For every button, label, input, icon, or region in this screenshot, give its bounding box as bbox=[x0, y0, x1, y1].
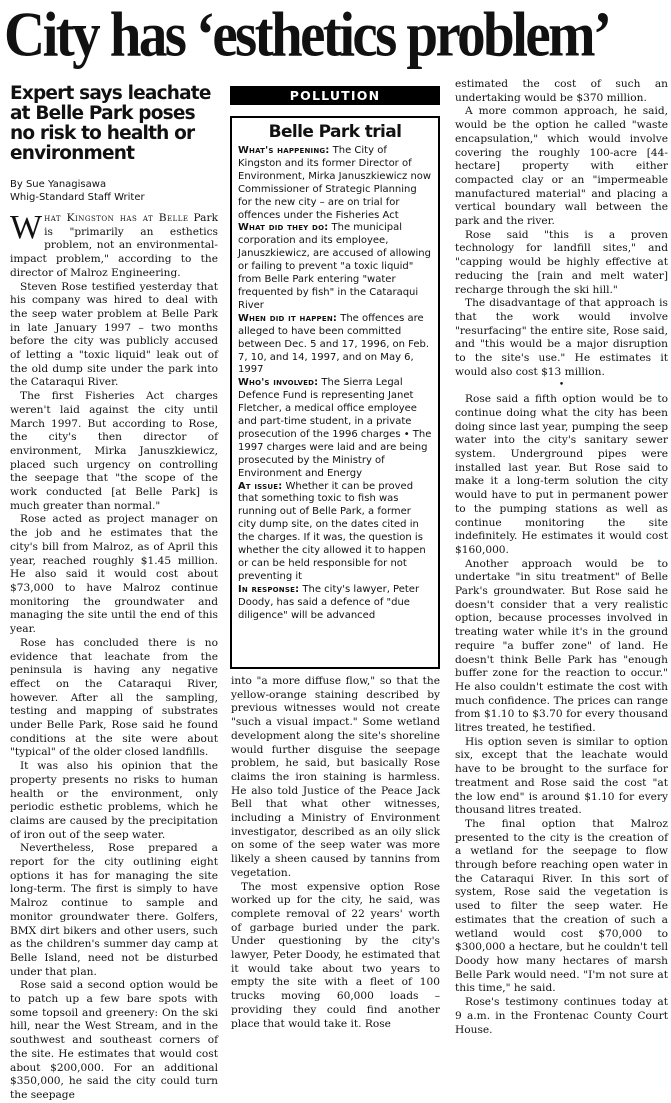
sidebar-item-text: Whether it can be proved that something toxic to fish was running out of Belle Park, a former city dump site, on the dates cited in the charges. If it was, the question is whether the city allowed it to happen or can be held responsible for not preventing it bbox=[238, 480, 426, 582]
lead-smallcaps: hat Kingston has at Belle bbox=[44, 212, 189, 224]
article-paragraph: Another approach would be to undertake "in situ treatment" of Belle Park's groundwater. But Rose said he doesn't consider that a very realistic option, because processes involved in treating water while it's in the ground require "a buffer zone" of land. He doesn't think Belle Park has "enough buffer zone for the reaction to occur." He also couldn't estimate the cost with much confidence. The prices can range from $1.10 to $3.70 for every thousand litres treated, he testified. bbox=[455, 557, 668, 735]
article-paragraph: Rose said a fifth option would be to continue doing what the city has been doing since last year, pumping the seep water into the city's sanitary sewer system. Underground pipes were installed last year. But Rose said to make it a long-term solution the city would have to put in permanent power to the pumping stations as well as continue monitoring the site indefinitely. He estimates it would cost $160,000. bbox=[455, 393, 668, 556]
byline bbox=[10, 178, 218, 204]
article-paragraph: The disadvantage of that approach is that the work would involve "resurfacing" the entire site, Rose said, and "this would be a major disruption to the site's use." He estimates it would also cost $13 million. bbox=[455, 297, 668, 378]
article-paragraph: A more common approach, he said, would be the option he called "waste encapsulation," which would involve covering the roughly 100-acre [44-hectare] property with either compacted clay or an "impermeable manufactured material" and placing a vertical boundary wall between the park and the river. bbox=[455, 105, 668, 228]
sidebar-item-in-response bbox=[238, 584, 432, 623]
sidebar-item-text: The Sierra Legal Defence Fund is representing Janet Fletcher, a medical office employee and part-time student, in a private prosecution of the 1996 charges • The 1997 charges were laid and are being prosecuted by the Ministry of Environment and Energy bbox=[238, 377, 432, 479]
sidebar-item-label: What did they do: bbox=[238, 222, 329, 234]
article-paragraph: Rose said "this is a proven technology for landfill sites," and "capping would be highly effective at reducing the [rain and melt water] recharge through the ski hill." bbox=[455, 228, 668, 296]
sidebar-item-label: At issue: bbox=[238, 480, 283, 492]
sidebar-item-text: The offences are alleged to have been committed between Dec. 5 and 17, 1996, on Feb. 7, 10, and 14, 1997, and on May 6, 1997 bbox=[238, 312, 430, 376]
sidebar-item-when bbox=[238, 313, 432, 378]
article-paragraph: The first Fisheries Act charges weren't laid against the city until March 1997. But according to Rose, the city's then director of environment, Mirka Januszkiewicz, placed such urgency on controlling the seepage that "the scope of the work conducted [at Belle Park] is much greater than normal." bbox=[10, 390, 218, 512]
sidebar-factbox bbox=[230, 116, 440, 669]
drop-cap: W bbox=[10, 209, 43, 246]
byline-author: By Sue Yanagisawa bbox=[10, 179, 107, 190]
article-column-1 bbox=[10, 84, 218, 1103]
sidebar-item-label: In response: bbox=[238, 583, 300, 595]
byline-title: Whig-Standard Staff Writer bbox=[10, 192, 145, 203]
article-paragraph: estimated the cost of such an undertaking would be $370 million. bbox=[455, 78, 668, 104]
article-paragraph: The most expensive option Rose worked up for the city, he said, was complete removal of 22 years' worth of garbage buried under the park. Under questioning by the city's lawyer, Peter Doody, he estimated that it would take about two years to empty the site with a fleet of 100 trucks moving 60,000 loads – providing they could find another place that would take it. Rose bbox=[231, 880, 440, 1030]
article-paragraph: into "a more diffuse flow," so that the yellow-orange staining described by previous witnesses would not create "such a visual impact." Some wetland development along the site's shoreline would further disguise the seepage problem, he said, but basically Rose claims the iron staining is harmless. He also told Justice of the Peace Jack Bell that what other witnesses, including a Ministry of Environment investigator, described as an oily slick on some of the seep water was more likely a sheen caused by tannins from vegetation. bbox=[231, 675, 440, 879]
article-paragraph: Rose acted as project manager on the job and he estimates that the city's bill from Malroz, as of April this year, reached roughly $1.45 million. He also said it would cost about $73,000 to have Malroz continue monitoring the groundwater and managing the site until the end of this year. bbox=[10, 513, 218, 636]
lead-paragraph bbox=[10, 209, 218, 281]
sidebar-body bbox=[232, 143, 438, 623]
lead-text: Park is "primarily an esthetics problem, not an environmental-impact problem," according to the director of Malroz Engineering. bbox=[10, 212, 218, 279]
article-paragraph: Rose's testimony continues today at 9 a.m. in the Frontenac County Court House. bbox=[455, 996, 668, 1036]
sidebar-item-whos-involved bbox=[238, 377, 432, 480]
sidebar-item-text: The municipal corporation and its employee, Januszkiewicz, are accused of allowing or failing to prevent "a toxic liquid" from Belle Park entering "water frequented by fish" in the Cataraqui River bbox=[238, 222, 431, 311]
article-column-3 bbox=[455, 78, 668, 1037]
article-paragraph: Rose has concluded there is no evidence that leachate from the peninsula is having any negative effect on the Cataraqui River, however. After all the sampling, testing and mapping of substrates under Belle Park, Rose said he found conditions at the site were about "typical" of the older closed landfills. bbox=[10, 636, 218, 759]
sidebar-item-label: Who's involved: bbox=[238, 377, 319, 389]
article-paragraph: Rose said a second option would be to patch up a few bare spots with some topsoil and greenery: On the ski hill, near the West Stream, and in the southwest and southeast corners of the site. He estimates that would cost about $200,000. For an additional $350,000, he said the city could turn the seepage bbox=[10, 979, 218, 1101]
article-paragraph: Nevertheless, Rose prepared a report for the city outlining eight options it has for managing the site long-term. The first is simply to have Malroz continue to sample and monitor groundwater there. Golfers, BMX dirt bikers and other users, such as the children's summer day camp at Belle Island, need not be disturbed under that plan. bbox=[10, 842, 218, 978]
article-paragraph: It was also his opinion that the property presents no risks to human health or the environment, only periodic esthetic problems, which he claims are caused by the precipitation of iron out of the seep water. bbox=[10, 760, 218, 841]
sidebar-title: Belle Park trial bbox=[268, 122, 402, 142]
sidebar-item-text: The City of Kingston and its former Director of Environment, Mirka Januszkiewicz now Commissioner of Strategic Planning for the new city – are on trial for offences under the Fisheries Act bbox=[238, 145, 432, 221]
article-paragraph: The final option that Malroz presented to the city is the creation of a wetland for the seepage to flow through before reaching open water in the Cataraqui River. In this sort of system, Rose said the vegetation is used to filter the seep water. He estimates that the creation of such a wetland would cost $70,000 to $300,000 a hectare, but he couldn't tell Doody how many hectares of marsh Belle Park would need. "I'm not sure at this time," he said. bbox=[455, 817, 668, 995]
section-separator: • bbox=[558, 380, 565, 391]
sidebar-item-text: The city's lawyer, Peter Doody, has said a defence of "due diligence" will be advanced bbox=[238, 583, 420, 621]
sidebar-item-label: What's happening: bbox=[238, 145, 330, 156]
sidebar-item-whats-happening bbox=[238, 145, 432, 222]
sidebar-item-at-issue bbox=[238, 481, 432, 584]
sidebar-item-what-did-they-do bbox=[238, 222, 432, 312]
headline: City has ‘esthetics problem’ bbox=[4, 0, 610, 70]
article-paragraph: Steven Rose testified yesterday that his company was hired to deal with the seep water problem at Belle Park in late January 1997 – two months before the city was publicly accused of letting a "toxic liquid" leak out of the old dump site under the park into the Cataraqui River. bbox=[10, 280, 218, 389]
deck-subheadline: Expert says leachate at Belle Park poses no risk to health or environment bbox=[10, 83, 211, 164]
section-label-pollution: POLLUTION bbox=[230, 86, 440, 105]
article-paragraph: His option seven is similar to option six, except that the leachate would have to be brought to the surface for treatment and Rose said the cost "at the low end" is around $1.10 for every thousand litres treated. bbox=[455, 735, 668, 817]
sidebar-item-label: When did it happen: bbox=[238, 312, 338, 324]
article-column-2 bbox=[231, 675, 440, 1031]
